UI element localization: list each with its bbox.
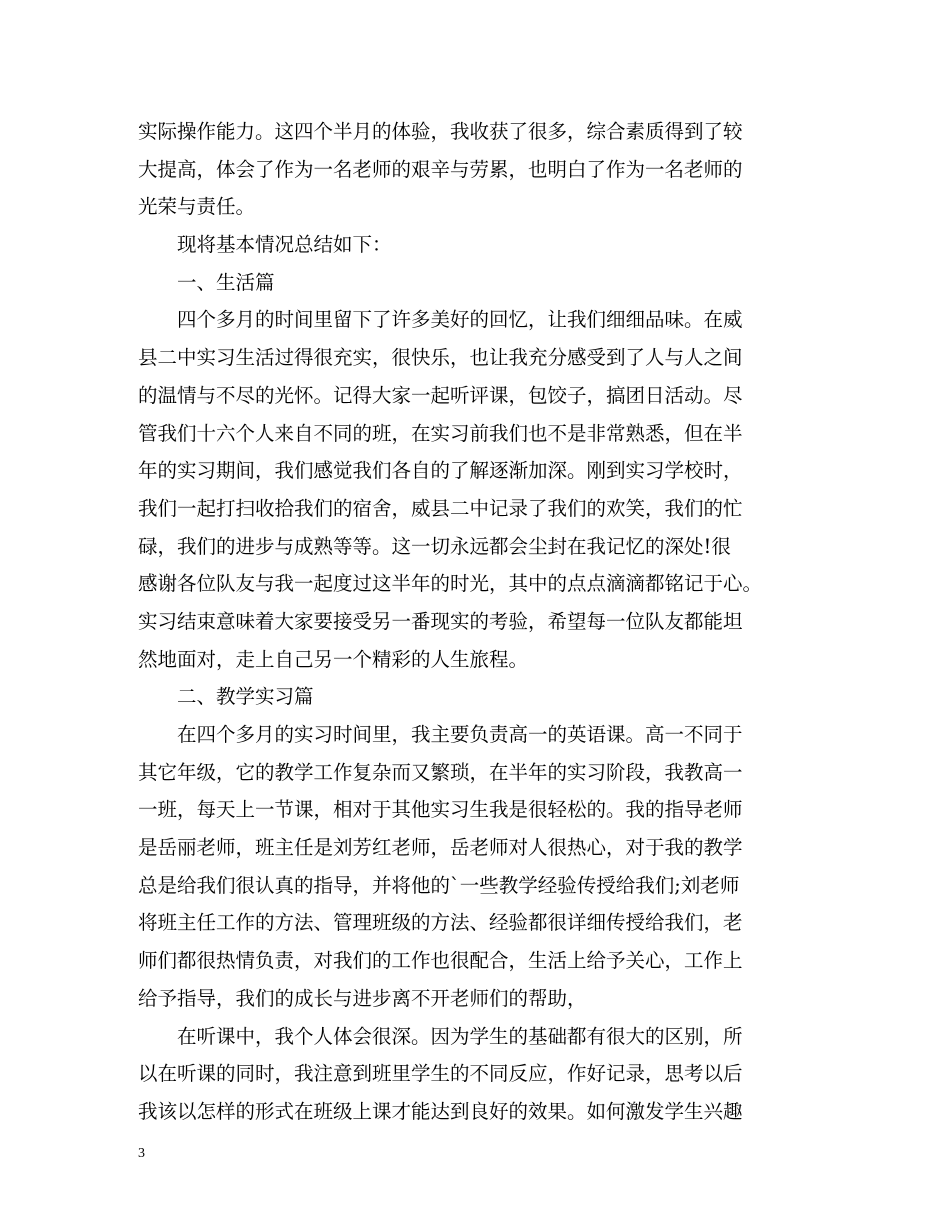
text-line: 以在听课的同时，我注意到班里学生的不同反应，作好记录，思考以后 <box>138 1062 743 1086</box>
text-line: 的温情与不尽的光怀。记得大家一起听评课，包饺子，搞团日活动。尽 <box>138 383 743 407</box>
text-line: 其它年级，它的教学工作复杂而又繁琐，在半年的实习阶段，我教高一 <box>138 760 743 784</box>
body-text <box>138 113 828 1131</box>
text-line: 光荣与责任。 <box>138 195 256 219</box>
text-line: 一班，每天上一节课，相对于其他实习生我是很轻松的。我的指导老师 <box>138 798 743 822</box>
text-line: 我们一起打扫收拾我们的宿舍，威县二中记录了我们的欢笑，我们的忙 <box>138 496 743 520</box>
text-line: 四个多月的时间里留下了许多美好的回忆，让我们细细品味。在威 <box>177 308 743 332</box>
text-line: 年的实习期间，我们感觉我们各自的了解逐渐加深。刚到实习学校时， <box>138 459 743 483</box>
text-line: 现将基本情况总结如下： <box>177 233 392 257</box>
text-line: 给予指导，我们的成长与进步离不开老师们的帮助， <box>138 986 587 1010</box>
text-line: 碌，我们的进步与成熟等等。这一切永远都会尘封在我记忆的深处!很 <box>138 534 731 558</box>
text-line: 将班主任工作的方法、管理班级的方法、经验都很详细传授给我们，老 <box>138 911 743 935</box>
text-line: 在听课中，我个人体会很深。因为学生的基础都有很大的区别，所 <box>177 1024 743 1048</box>
document-body <box>138 113 828 1131</box>
text-line: 我该以怎样的形式在班级上课才能达到良好的效果。如何激发学生兴趣 <box>138 1099 743 1123</box>
text-line: 然地面对，走上自己另一个精彩的人生旅程。 <box>138 647 529 671</box>
text-line: 感谢各位队友与我一起度过这半年的时光，其中的点点滴滴都铭记于心。 <box>138 572 763 596</box>
section-heading: 一、生活篇 <box>177 270 275 294</box>
text-line: 师们都很热情负责，对我们的工作也很配合，生活上给予关心，工作上 <box>138 949 743 973</box>
text-line: 在四个多月的实习时间里，我主要负责高一的英语课。高一不同于 <box>177 723 743 746</box>
page-number: 3 <box>138 1146 145 1161</box>
text-line: 总是给我们很认真的指导，并将他的`一些教学经验传授给我们;刘老师 <box>138 873 740 897</box>
text-line: 管我们十六个人来自不同的班，在实习前我们也不是非常熟悉，但在半 <box>138 421 743 445</box>
text-line: 大提高，体会了作为一名老师的艰辛与劳累，也明白了作为一名老师的 <box>138 157 743 181</box>
text-line: 实际操作能力。这四个半月的体验，我收获了很多，综合素质得到了较 <box>138 120 743 143</box>
section-heading: 二、教学实习篇 <box>177 685 314 709</box>
text-line: 是岳丽老师，班主任是刘芳红老师，岳老师对人很热心，对于我的教学 <box>138 836 743 860</box>
text-line: 县二中实习生活过得很充实，很快乐，也让我充分感受到了人与人之间 <box>138 346 743 370</box>
text-line: 实习结束意味着大家要接受另一番现实的考验，希望每一位队友都能坦 <box>138 609 743 633</box>
